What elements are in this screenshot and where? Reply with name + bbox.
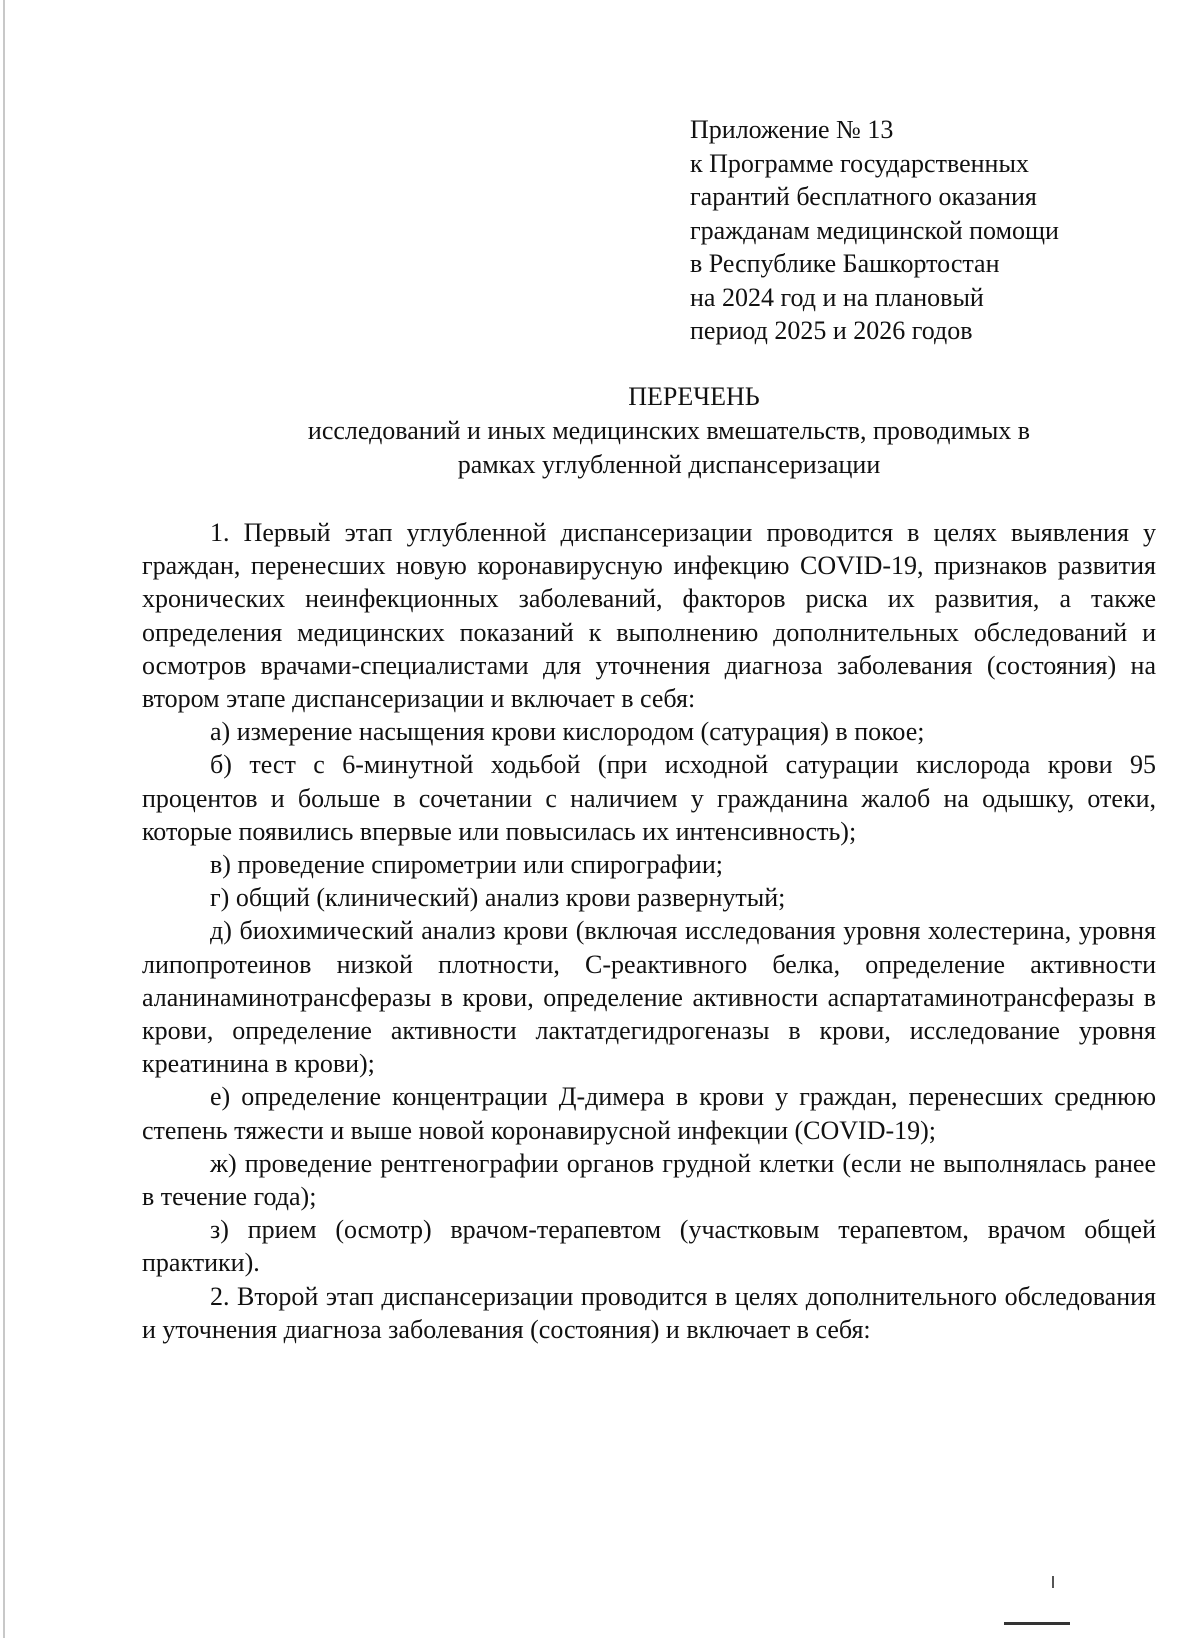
list-item-g: г) общий (клинический) анализ крови развернутый;	[210, 883, 786, 913]
appendix-line: Приложение № 13	[690, 115, 894, 144]
list-item-e: е) определение концентрации Д-димера в крови у граждан, перенесших среднюю степень тяжести и выше новой коронавирусной инфекции (COVID-19);	[142, 1082, 1156, 1145]
list-item-a: а) измерение насыщения крови кислородом (сатурация) в покое;	[210, 717, 925, 747]
list-item-z: з) прием (осмотр) врачом-терапевтом (участковым терапевтом, врачом общей практики).	[142, 1215, 1156, 1278]
scan-artifact-line	[1004, 1622, 1070, 1625]
appendix-header	[690, 113, 1170, 348]
appendix-line: к Программе государственных	[690, 148, 1029, 178]
appendix-line: гражданам медицинской помощи	[690, 215, 1059, 245]
paragraph-stage-2: 2. Второй этап диспансеризации проводится в целях дополнительного обследования и уточнения диагноза заболевания (состояния) и включает в себя:	[142, 1281, 1156, 1344]
scan-artifact-mark	[1052, 1576, 1054, 1588]
list-item-zh: ж) проведение рентгенографии органов грудной клетки (если не выполнялась ранее в течение года);	[142, 1148, 1156, 1212]
list-item-v: в) проведение спирометрии или спирографии;	[210, 850, 723, 880]
title-main: ПЕРЕЧЕНЬ	[628, 382, 760, 411]
title-subline-2: рамках углубленной диспансеризации	[457, 450, 881, 479]
appendix-line: период 2025 и 2026 годов	[690, 316, 973, 345]
list-item-d: д) биохимический анализ крови (включая исследования уровня холестерина, уровня липопротеинов низкой плотности, С-реактивного белка, определение активности аланинаминотрансферазы в крови, определение активности аспартатаминотрансферазы в крови, определение активности лактатдегидрогеназы в крови, исследование уровня креатинина в крови);	[142, 916, 1156, 1079]
appendix-line: гарантий бесплатного оказания	[690, 182, 1037, 211]
document-body	[142, 516, 1156, 1346]
title-subline-1: исследований и иных медицинских вмешательств, проводимых в	[307, 416, 1031, 445]
paragraph-stage-1: 1. Первый этап углубленной диспансеризации проводится в целях выявления у граждан, перенесших новую коронавирусную инфекцию COVID-19, признаков развития хронических неинфекционных заболеваний, факторов риска их развития, а также определения медицинских показаний к выполнению дополнительных обследований и осмотров врачами-специалистами для уточнения диагноза заболевания (состояния) на втором этапе диспансеризации и включает в себя:	[142, 518, 1156, 714]
appendix-line: на 2024 год и на плановый	[690, 282, 984, 312]
scan-edge-line	[3, 0, 5, 1638]
list-item-b: б) тест с 6-минутной ходьбой (при исходной сатурации кислорода крови 95 процентов и больше в сочетании с наличием у гражданина жалоб на одышку, отеки, которые появились впервые или повысилась их интенсивность);	[142, 750, 1156, 846]
appendix-line: в Республике Башкортостан	[690, 249, 1000, 278]
document-title	[142, 380, 1156, 482]
